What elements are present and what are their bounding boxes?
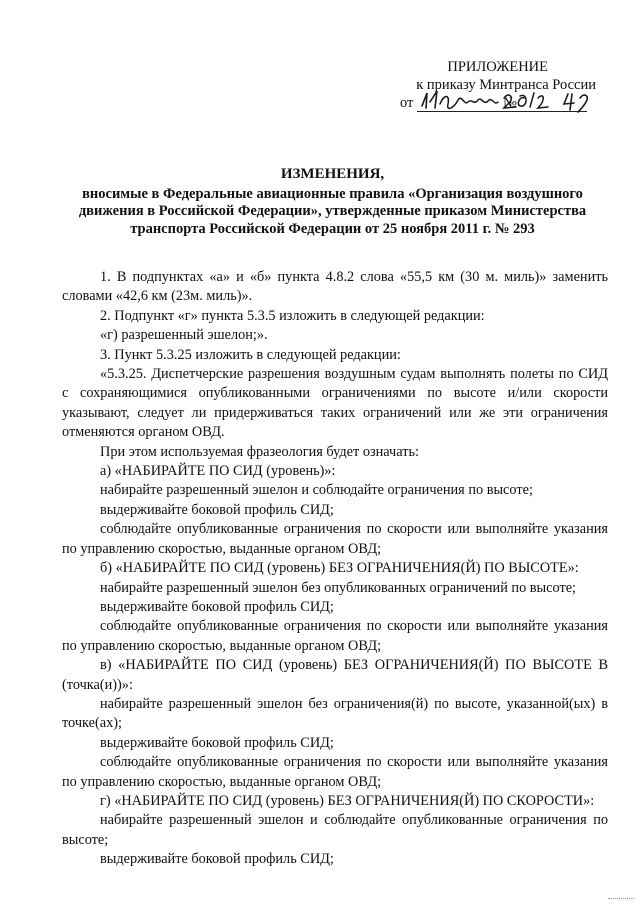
scan-artifact-mark [608,895,634,899]
item-c-line-3: соблюдайте опубликованные ограничения по скорости или выполняйте указания по управлению скоростью, выданные органом ОВД; [62,754,608,790]
paragraph-5: «5.3.25. Диспетчерские разрешения воздушным судам выполнять полеты по СИД с сохраняющимися опубликованными ограничениями по высоте и/или скорости указывают, следует ли придерживаться таких ограничений или же эти ограничения отменяются органом ОВД. [62,366,608,441]
annex-header [400,58,605,114]
item-d-heading: г) «НАБИРАЙТЕ ПО СИД (уровень) БЕЗ ОГРАНИЧЕНИЯ(Й) ПО СКОРОСТИ»: [100,792,595,809]
item-a-line-2: выдерживайте боковой профиль СИД; [100,501,334,518]
item-c-line-2: выдерживайте боковой профиль СИД; [100,734,334,751]
paragraph-1: 1. В подпунктах «а» и «б» пункта 4.8.2 слова «55,5 км (30 м. миль)» заменить словами «42,6 км (23м. миль)». [62,269,608,305]
item-b-line-2: выдерживайте боковой профиль СИД; [100,598,334,615]
order-reference [400,94,605,114]
item-c-heading: в) «НАБИРАЙТЕ ПО СИД (уровень) БЕЗ ОГРАНИЧЕНИЯ(Й) ПО ВЫСОТЕ В (точка(и))»: [62,657,608,693]
item-a-heading: а) «НАБИРАЙТЕ ПО СИД (уровень)»: [100,463,336,480]
title-main: ИЗМЕНЕНИЯ, [280,166,385,182]
item-c-line-1: набирайте разрешенный эшелон без ограничения(й) по высоте, указанной(ых) в точке(ах); [62,695,608,732]
title-line-3: транспорта Российской Федерации от 25 ноября 2011 г. № 293 [130,220,535,237]
item-a-line-1: набирайте разрешенный эшелон и соблюдайте ограничения по высоте; [100,482,533,499]
item-a-line-3: соблюдайте опубликованные ограничения по скорости или выполняйте указания по управлению скоростью, выданные органом ОВД; [62,521,608,557]
order-date-prefix: от [400,95,414,111]
item-d-line-2: выдерживайте боковой профиль СИД; [100,851,334,868]
title-line-1: вносимые в Федеральные авиационные правила «Организация воздушного [82,185,583,202]
order-number-label: № [503,95,517,111]
paragraph-3: «г) разрешенный эшелон;». [100,327,268,344]
title-line-2: движения в Российской Федерации», утвержденные приказом Министерства [78,203,587,219]
document-body [62,268,608,870]
document-title [60,166,605,238]
item-d-line-1: набирайте разрешенный эшелон и соблюдайте опубликованные ограничения по высоте; [62,812,608,848]
item-b-line-1: набирайте разрешенный эшелон без опубликованных ограничений по высоте; [100,579,577,596]
annex-subtitle: к приказу Минтранса России [416,77,596,93]
item-b-line-3: соблюдайте опубликованные ограничения по скорости или выполняйте указания по управлению скоростью, выданные органом ОВД; [62,618,608,654]
paragraph-6: При этом используемая фразеология будет означать: [100,443,419,460]
item-b-heading: б) «НАБИРАЙТЕ ПО СИД (уровень) БЕЗ ОГРАНИЧЕНИЯ(Й) ПО ВЫСОТЕ»: [100,560,579,577]
paragraph-4: 3. Пункт 5.3.25 изложить в следующей редакции: [100,346,401,363]
paragraph-2: 2. Подпункт «г» пункта 5.3.5 изложить в следующей редакции: [100,307,485,324]
annex-title: ПРИЛОЖЕНИЕ [447,59,548,75]
